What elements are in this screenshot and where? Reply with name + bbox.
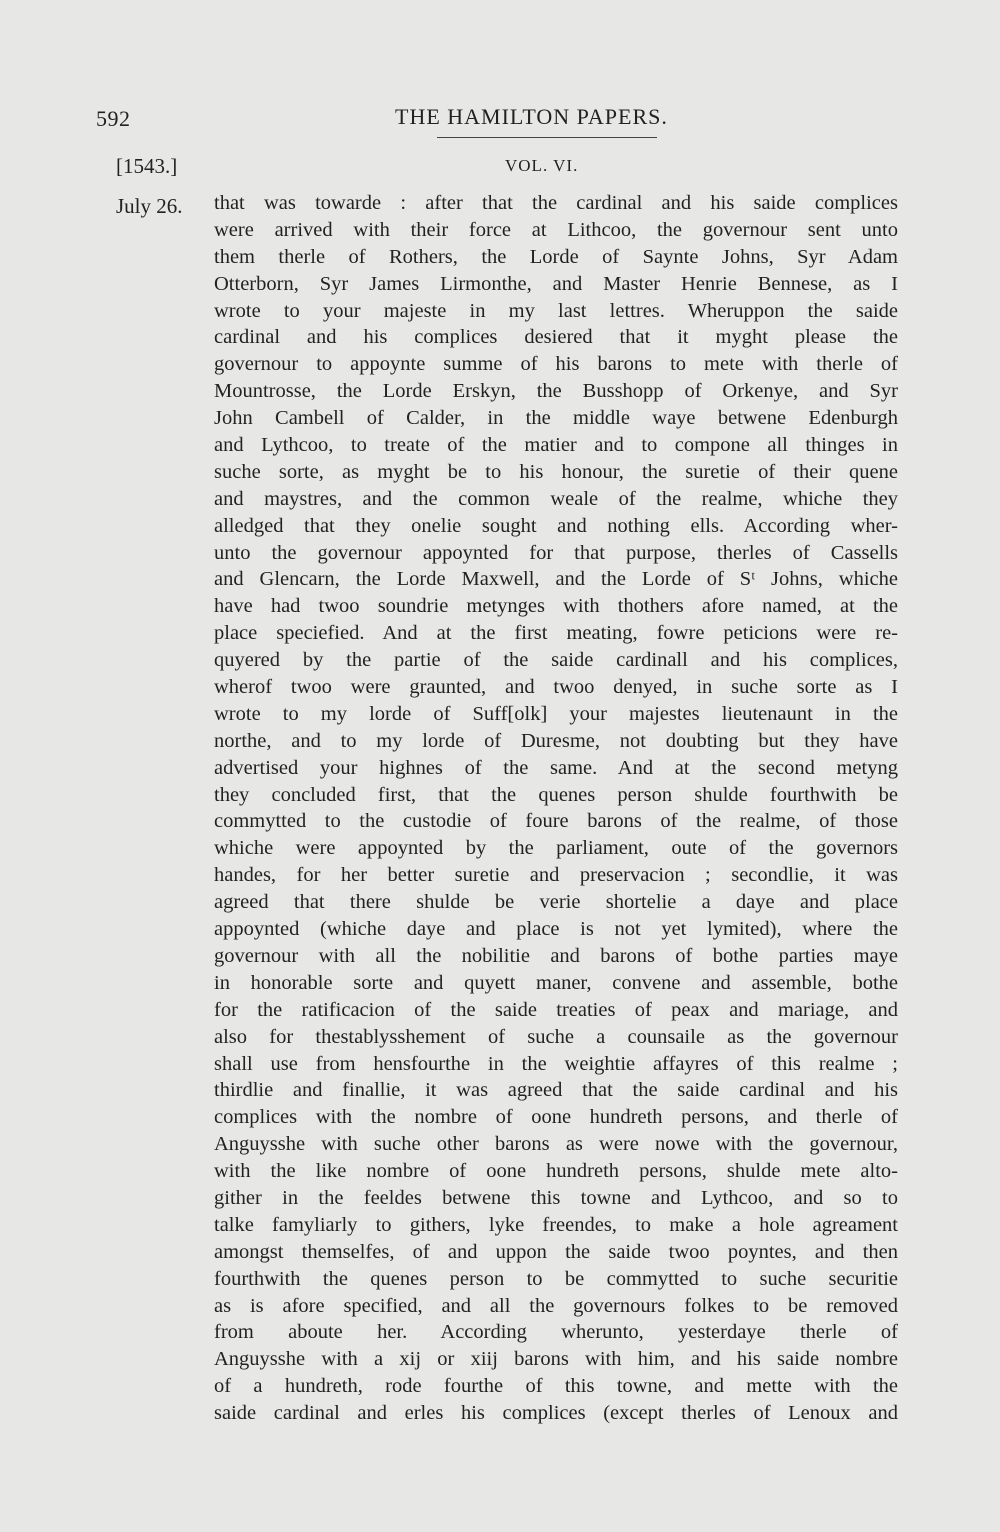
text-line: and maystres, and the common weale of the realme, whiche they <box>214 487 898 510</box>
body-text <box>214 190 898 1427</box>
text-line: handes, for her better suretie and preservacion ; secondlie, it was <box>214 864 898 887</box>
page-number: 592 <box>96 106 131 131</box>
text-line: talke famyliarly to githers, lyke freendes, to make a hole agreament <box>214 1213 898 1236</box>
text-line: saide cardinal and erles his complices (except therles of Lenoux and <box>214 1402 898 1425</box>
text-line: whiche were appoynted by the parliament, oute of the governors <box>214 837 898 860</box>
running-title: THE HAMILTON PAPERS. <box>395 104 668 129</box>
text-line: and Glencarn, the Lorde Maxwell, and the Lorde of Sᵗ Johns, whiche <box>214 568 898 591</box>
text-line: for the ratificacion of the saide treaties of peax and mariage, and <box>214 998 898 1021</box>
text-line: were arrived with their force at Lithcoo, the governour sent unto <box>214 218 898 241</box>
text-line: from aboute her. According wherunto, yesterdaye therle of <box>214 1321 898 1344</box>
text-line: fourthwith the quenes person to be commytted to suche securitie <box>214 1267 898 1290</box>
text-line: appoynted (whiche daye and place is not yet lymited), where the <box>214 918 898 941</box>
text-line: wrote to your majeste in my last lettres. Wheruppon the saide <box>214 299 898 322</box>
text-line: Anguysshe with suche other barons as were nowe with the governour, <box>214 1133 898 1156</box>
text-line: quyered by the partie of the saide cardinall and his complices, <box>214 649 898 672</box>
text-line: unto the governour appoynted for that purpose, therles of Cassells <box>214 541 898 564</box>
text-line: shall use from hensfourthe in the weightie affayres of this realme ; <box>214 1052 898 1075</box>
text-line: governour with all the nobilitie and barons of bothe parties maye <box>214 944 898 967</box>
text-line: gither in the feeldes betwene this towne and Lythcoo, and so to <box>214 1186 898 1209</box>
text-line: suche sorte, as myght be to his honour, the suretie of their quene <box>214 460 898 483</box>
text-line: they concluded first, that the quenes person shulde fourthwith be <box>214 783 898 806</box>
text-line: northe, and to my lorde of Duresme, not doubting but they have <box>214 729 898 752</box>
text-line: wrote to my lorde of Suff[olk] your majestes lieutenaunt in the <box>214 702 898 725</box>
text-line: them therle of Rothers, the Lorde of Saynte Johns, Syr Adam <box>214 245 898 268</box>
margin-date: July 26. <box>116 194 183 218</box>
volume-label: VOL. VI. <box>505 156 579 175</box>
text-line: cardinal and his complices desiered that it myght please the <box>214 326 898 349</box>
text-line: also for thestablysshement of suche a counsaile as the governour <box>214 1025 898 1048</box>
year-marker: [1543.] <box>116 154 178 178</box>
text-line: advertised your highnes of the same. And at the second metyng <box>214 756 898 779</box>
text-line: John Cambell of Calder, in the middle waye betwene Edenburgh <box>214 407 898 430</box>
text-line: thirdlie and finallie, it was agreed that the saide cardinal and his <box>214 1079 898 1102</box>
text-line: Otterborn, Syr James Lirmonthe, and Master Henrie Bennese, as I <box>214 272 898 295</box>
text-line: have had twoo soundrie metynges with thothers afore named, at the <box>214 595 898 618</box>
text-line: alledged that they onelie sought and nothing ells. According wher- <box>214 514 898 537</box>
text-line: commytted to the custodie of foure barons of the realme, of those <box>214 810 898 833</box>
text-line: that was towarde : after that the cardinal and his saide complices <box>214 192 898 214</box>
text-line: with the like nombre of oone hundreth persons, shulde mete alto- <box>214 1160 898 1183</box>
text-line: agreed that there shulde be verie shortelie a daye and place <box>214 891 898 914</box>
title-rule <box>437 137 657 138</box>
text-line: as is afore specified, and all the governours folkes to be removed <box>214 1294 898 1317</box>
text-line: wherof twoo were graunted, and twoo denyed, in suche sorte as I <box>214 676 898 699</box>
text-line: complices with the nombre of oone hundreth persons, and therle of <box>214 1106 898 1129</box>
text-line: and Lythcoo, to treate of the matier and to compone all thinges in <box>214 434 898 457</box>
text-line: place speciefied. And at the first meating, fowre peticions were re- <box>214 622 898 645</box>
text-line: Anguysshe with a xij or xiij barons with him, and his saide nombre <box>214 1348 898 1371</box>
text-line: amongst themselfes, of and uppon the saide twoo poyntes, and then <box>214 1240 898 1263</box>
text-line: of a hundreth, rode fourthe of this towne, and mette with the <box>214 1375 898 1398</box>
text-line: Mountrosse, the Lorde Erskyn, the Busshopp of Orkenye, and Syr <box>214 380 898 403</box>
text-line: governour to appoynte summe of his barons to mete with therle of <box>214 353 898 376</box>
text-line: in honorable sorte and quyett maner, convene and assemble, bothe <box>214 971 898 994</box>
